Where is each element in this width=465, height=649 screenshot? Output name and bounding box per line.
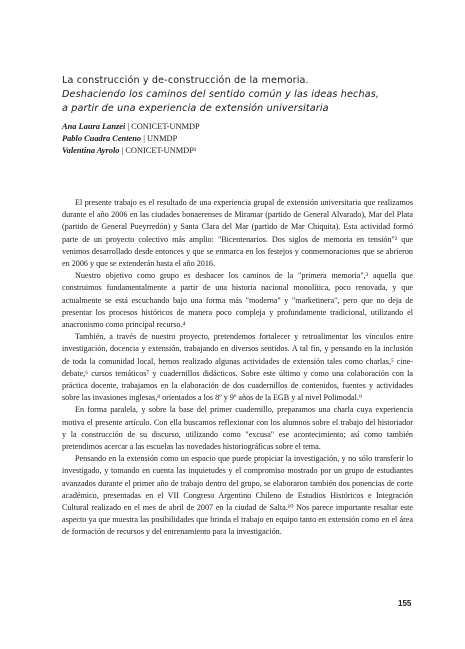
author-affiliation: | UNMDP <box>141 134 178 143</box>
author-entry <box>62 145 200 157</box>
body-paragraph: También, a través de nuestro proyecto, pretendemos fortalecer y retroalimentar los vínculos entre investigación, docencia y extensión, trabajando en diversos sentidos. A tal fin, y pensando en la inclusión de toda la comunidad local, hemos realizado algunas actividades de extensión tales como charlas,⁵ cine-debate,⁶ cursos temáticos⁷ y cuadernillos didácticos. Sobre este último y como una colaboración con la práctica docente, trabajamos en la elaboración de dos cuadernillos de contenidos, fuentes y actividades sobre las invasiones inglesas,⁸ orientados a los 8º y 9º años de la EGB y al nivel Polimodal.⁹ <box>62 332 413 403</box>
author-entry <box>62 133 200 145</box>
body-paragraph: Pensando en la extensión como un espacio que puede propiciar la investigación, y no sólo transferir lo investigado, y tomando en cuenta las inquietudes y el compromiso mostrado por un grupo de estudiantes avanzados durante el primer año de trabajo dentro del grupo, se elaboraron también dos ponencias de corte académico, presentadas en el VII Congreso Argentino Chileno de Estudios Históricos e Integración Cultural realizado en el mes de abril de 2007 en la ciudad de Salta.¹⁰ Nos parece importante resaltar este aspecto ya que muestra las posibilidades que brinda el trabajo en equipo tanto en extensión como en el área de formación de recursos y del entrenamiento para la investigación. <box>62 454 413 537</box>
title-line-3: a partir de una experiencia de extensión universitaria <box>62 103 329 114</box>
author-name: Valentina Ayrolo <box>62 146 120 155</box>
article-body <box>62 197 413 539</box>
title-line-2: Deshaciendo los caminos del sentido común y las ideas hechas, <box>62 89 380 100</box>
author-name: Pablo Cuadra Centeno <box>62 134 142 143</box>
author-list <box>62 121 200 157</box>
author-affiliation: | CONICET-UNMDP¹ <box>119 146 197 155</box>
page-number: 155 <box>398 599 412 608</box>
body-paragraph: En forma paralela, y sobre la base del primer cuadernillo, preparamos una charla cuya experiencia motiva el presente artículo. Con ella buscamos reflexionar con los alumnos sobre el trabajo del historiador y la construcción de su discurso, utilizando como "excusa" ese acontecimiento; así como también pretendimos acercar a las escuelas las novedades historiográficas sobre el tema. <box>62 405 413 452</box>
article-title <box>62 74 422 116</box>
body-paragraph: Nuestro objetivo como grupo es deshacer los caminos de la "primera memoria",³ aquella que construimos fundamentalmente a partir de una historia nacional monolítica, poco renovada, y que actualmente se está escuchando bajo una forma más "moderna" y "marketinera", pero que no deja de presentar los procesos históricos de manera poco compleja y profundamente tradicional, utilizando el anacronismo como principal recurso.⁴ <box>62 271 413 330</box>
body-paragraph: El presente trabajo es el resultado de una experiencia grupal de extensión universitaria que realizamos durante el año 2006 en las ciudades bonaerenses de Miramar (partido de General Alvarado), Mar del Plata (partido de General Pueyrredón) y Santa Clara del Mar (partido de Mar Chiquita). Esta actividad formó parte de un proyecto colectivo más amplio: "Bicentenarios. Dos siglos de memoria en tensión"² que venimos desarrollado desde entonces y que se enmarca en los festejos y conmemoraciones que se abrieron en 2006 y que se extenderán hasta el año 2016. <box>62 198 413 269</box>
author-name: Ana Laura Lanzei <box>62 122 126 131</box>
author-entry <box>62 121 200 133</box>
author-affiliation: | CONICET-UNMDP <box>125 122 200 131</box>
title-line-1: La construcción y de-construcción de la memoria. <box>62 75 309 86</box>
